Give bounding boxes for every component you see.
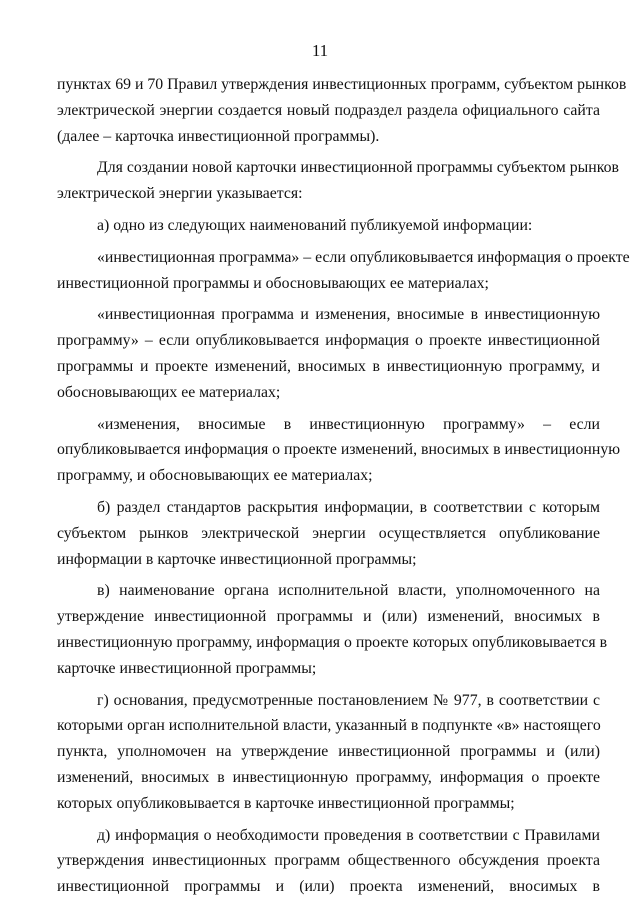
paragraph	[57, 578, 608, 681]
text-line: электрической энергии создается новый подраздел раздела официального сайта	[57, 101, 600, 119]
text-line: пункта, уполномочен на утверждение инвестиционной программы и (или)	[57, 743, 600, 761]
text-line: утверждения инвестиционных программ общественного обсуждения проекта	[57, 852, 600, 870]
paragraph	[57, 302, 600, 405]
text-line: в) наименование органа исполнительной власти, уполномоченного на	[97, 582, 600, 600]
document-body	[57, 72, 630, 900]
text-line: инвестиционной программы и (или) проекта изменений, вносимых в	[57, 878, 600, 896]
text-line: электрической энергии указывается:	[57, 185, 303, 203]
text-line: информации в карточке инвестиционной программы;	[57, 550, 417, 568]
text-line: программы и проекте изменений, вносимых в инвестиционную программу, и	[57, 357, 600, 375]
paragraph	[57, 823, 600, 900]
text-line: «изменения, вносимые в инвестиционную программу» – если	[97, 415, 600, 433]
text-line: которыми орган исполнительной власти, указанный в подпункте «в» настоящего	[57, 717, 601, 735]
text-line: г) основания, предусмотренные постановлением № 977, в соответствии с	[97, 691, 600, 709]
paragraph	[57, 72, 627, 149]
paragraph	[57, 412, 621, 489]
text-line: программу, и обосновывающих ее материалах;	[57, 467, 373, 485]
text-line: субъектом рынков электрической энергии осуществляется опубликование	[57, 524, 600, 542]
text-line: (далее – карточка инвестиционной программы).	[57, 127, 380, 145]
paragraph	[57, 495, 600, 572]
paragraph	[57, 245, 630, 297]
text-line: д) информация о необходимости проведения в соответствии с Правилами	[97, 826, 600, 844]
text-line: «инвестиционная программа» – если опубликовывается информация о проекте	[97, 248, 630, 266]
text-line: инвестиционную программу, информация о проекте которых опубликовывается в	[57, 633, 608, 651]
text-line: изменений, вносимых в инвестиционную программу, информация о проекте	[57, 768, 600, 786]
text-line: пунктах 69 и 70 Правил утверждения инвестиционных программ, субъектом рынков	[57, 76, 627, 93]
text-line: обосновывающих ее материалах;	[57, 383, 281, 401]
text-line: утверждение инвестиционной программы и (или) изменений, вносимых в	[57, 608, 600, 626]
text-line: Для создании новой карточки инвестиционной программы субъектом рынков	[97, 159, 619, 177]
paragraph	[57, 688, 600, 817]
paragraph	[57, 213, 600, 239]
text-line: карточке инвестиционной программы;	[57, 659, 317, 677]
text-line: а) одно из следующих наименований публикуемой информации:	[97, 216, 533, 234]
paragraph	[57, 155, 619, 207]
text-line: опубликовывается информация о проекте изменений, вносимых в инвестиционную	[57, 441, 621, 459]
page-number: 11	[311, 41, 329, 60]
text-line: б) раздел стандартов раскрытия информации, в соответствии с которым	[97, 498, 600, 516]
text-line: инвестиционной программы и обосновывающих ее материалах;	[57, 274, 489, 292]
text-line: программу» – если опубликовывается информация о проекте инвестиционной	[57, 332, 600, 350]
text-line: которых опубликовывается в карточке инвестиционной программы;	[57, 794, 515, 812]
text-line: «инвестиционная программа и изменения, вносимые в инвестиционную	[97, 306, 600, 324]
